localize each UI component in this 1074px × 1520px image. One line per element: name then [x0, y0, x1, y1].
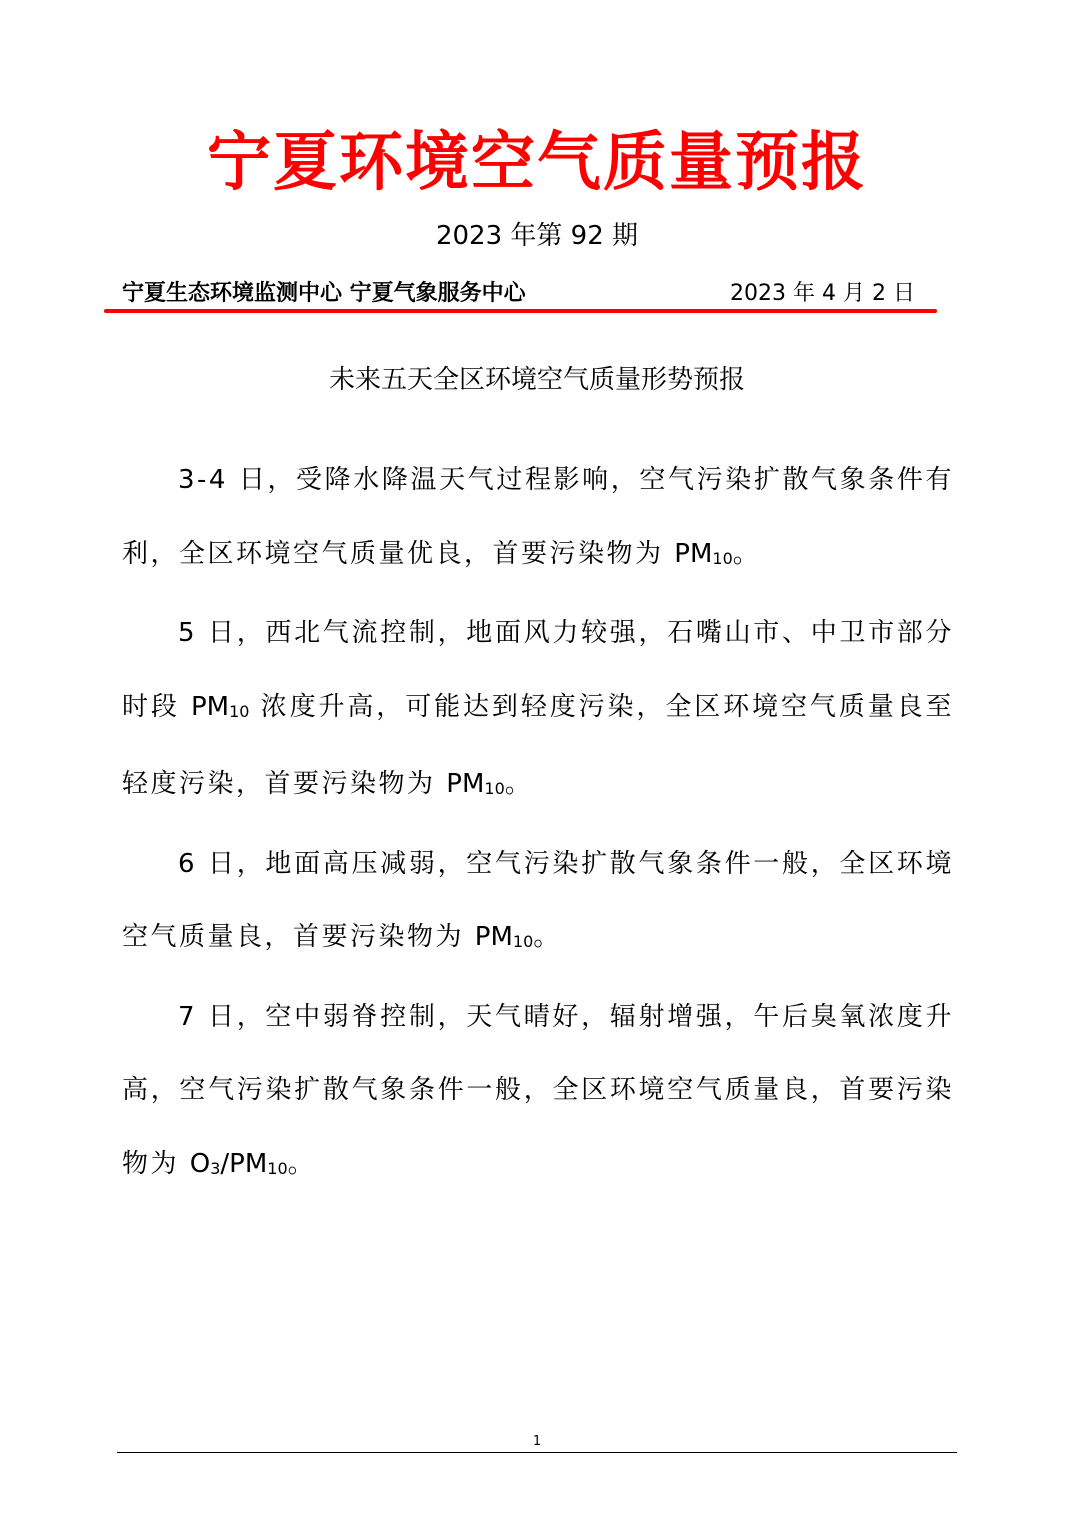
forecast-paragraph: [122, 981, 954, 1206]
paragraph-tail: 。: [533, 922, 562, 952]
pollutant-name: PM: [191, 691, 230, 722]
issuing-organizations: 宁夏生态环境监测中心 宁夏气象服务中心: [122, 281, 526, 306]
footer-divider: [117, 1452, 957, 1453]
pollutant-name: PM: [474, 922, 513, 952]
paragraph-text: 6 日，地面高压减弱，空气污染扩散气象条件一般，全区环境空气质量良，首要污染物为: [122, 848, 954, 952]
pollutant-subscript: 10: [229, 701, 250, 721]
paragraph-text: 5 日，西北气流控制，地面风力较强，石嘴山市、中卫市部分时段: [122, 618, 954, 722]
pollutant-name: /PM: [220, 1148, 268, 1179]
issue-date: 2023 年 4 月 2 日: [730, 281, 915, 306]
paragraph-text: 7 日，空中弱脊控制，天气晴好，辐射增强，午后臭氧浓度升高，空气污染扩散气象条件一般，全区环境空气质量良，首要污染物为: [122, 1001, 954, 1179]
pollutant-subscript: 3: [210, 1158, 221, 1178]
forecast-body: [122, 444, 954, 1207]
bulletin-title: 宁夏环境空气质量预报: [207, 125, 867, 200]
pollutant-subscript: 10: [512, 932, 534, 951]
forecast-paragraph: [122, 444, 954, 595]
paragraph-tail: 。: [504, 769, 534, 799]
pollutant-name: PM: [674, 538, 713, 569]
issue-number: 2023 年第 92 期: [435, 221, 639, 251]
pollutant-subscript: 10: [484, 779, 505, 798]
pollutant-name: O: [189, 1148, 211, 1179]
pollutant-subscript: 10: [712, 548, 733, 568]
forecast-subtitle: 未来五天全区环境空气质量形势预报: [328, 365, 745, 395]
paragraph-text: 3-4 日，受降水降温天气过程影响，空气污染扩散气象条件有利，全区环境空气质量优良，首要污染物为: [122, 465, 954, 569]
forecast-paragraph: [122, 597, 954, 826]
pollutant-subscript: 10: [267, 1158, 288, 1178]
pollutant-name: PM: [446, 769, 485, 799]
page-number: 1: [532, 1434, 542, 1449]
forecast-paragraph: [122, 828, 954, 979]
paragraph-tail: 。: [732, 538, 762, 569]
paragraph-tail: 。: [287, 1148, 317, 1179]
paragraph-text: 浓度升高，可能达到轻度污染，全区环境空气质量良至轻度污染，首要污染物为: [122, 691, 955, 799]
header-divider: [104, 309, 937, 313]
